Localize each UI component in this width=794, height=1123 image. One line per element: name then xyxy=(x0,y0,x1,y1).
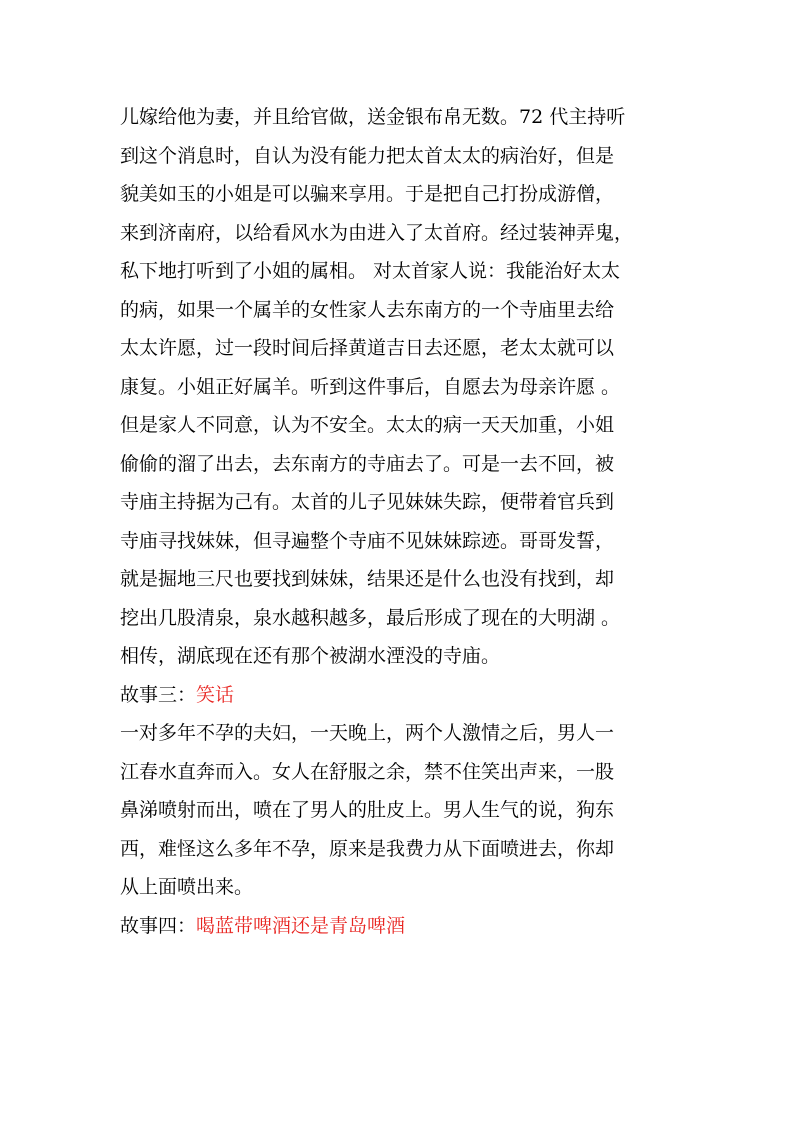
story2-line: 寺庙主持据为己有。太首的儿子见妹妹失踪，便带着官兵到 xyxy=(120,491,615,513)
document-body xyxy=(120,98,680,945)
story3-heading-prefix: 故事三： xyxy=(120,683,197,706)
story2-line: 的病，如果一个属羊的女性家人去东南方的一个寺庙里去给 xyxy=(120,298,615,321)
story3-line: 鼻涕喷射而出，喷在了男人的肚皮上。男人生气的说，狗东 xyxy=(120,799,615,821)
story2-line: 寺庙寻找妹妹，但寻遍整个寺庙不见妹妹踪迹。哥哥发誓， xyxy=(120,529,615,552)
story2-line: 私下地打听到了小姐的属相。 对太首家人说：我能治好太太 xyxy=(120,260,621,282)
story3-line: 从上面喷出来。 xyxy=(120,876,254,898)
story2-line: 相传，湖底现在还有那个被湖水湮没的寺庙。 xyxy=(120,645,501,667)
story4-heading-title: 喝蓝带啤酒还是青岛啤酒 xyxy=(196,914,406,937)
story2-line: 康复。小姐正好属羊。听到这件事后，自愿去为母亲许愿 。 xyxy=(120,375,621,398)
story4-heading xyxy=(120,907,680,946)
story2-line: 挖出几股清泉，泉水越积越多，最后形成了现在的大明湖 。 xyxy=(120,606,621,629)
story2-line: 但是家人不同意，认为不安全。太太的病一天天加重，小姐 xyxy=(120,414,615,436)
story4-heading-prefix: 故事四： xyxy=(120,914,197,937)
story2-line: 来到济南府，以给看风水为由进入了太首府。经过装神弄鬼， xyxy=(120,221,634,244)
story3-heading-title: 笑话 xyxy=(196,683,235,706)
story2-line: 貌美如玉的小姐是可以骗来享用。于是把自己打扮成游僧， xyxy=(120,183,615,205)
story2-line: 儿嫁给他为妻，并且给官做，送金银布帛无数。72 代主持听 xyxy=(120,106,626,128)
story2-line: 到这个消息时，自认为没有能力把太首太太的病治好，但是 xyxy=(120,144,615,167)
story3-heading xyxy=(120,676,680,715)
story3-line: 西，难怪这么多年不孕，原来是我费力从下面喷进去，你却 xyxy=(120,837,615,860)
story2-line: 偷偷的溜了出去，去东南方的寺庙去了。可是一去不回，被 xyxy=(120,452,615,475)
story2-line: 太太许愿，过一段时间后择黄道吉日去还愿，老太太就可以 xyxy=(120,337,615,359)
story3-line: 一对多年不孕的夫妇，一天晚上，两个人激情之后，男人一 xyxy=(120,722,615,744)
story3-line: 江春水直奔而入。女人在舒服之余，禁不住笑出声来，一股 xyxy=(120,760,615,783)
story2-line: 就是掘地三尺也要找到妹妹，结果还是什么也没有找到，却 xyxy=(120,568,615,590)
